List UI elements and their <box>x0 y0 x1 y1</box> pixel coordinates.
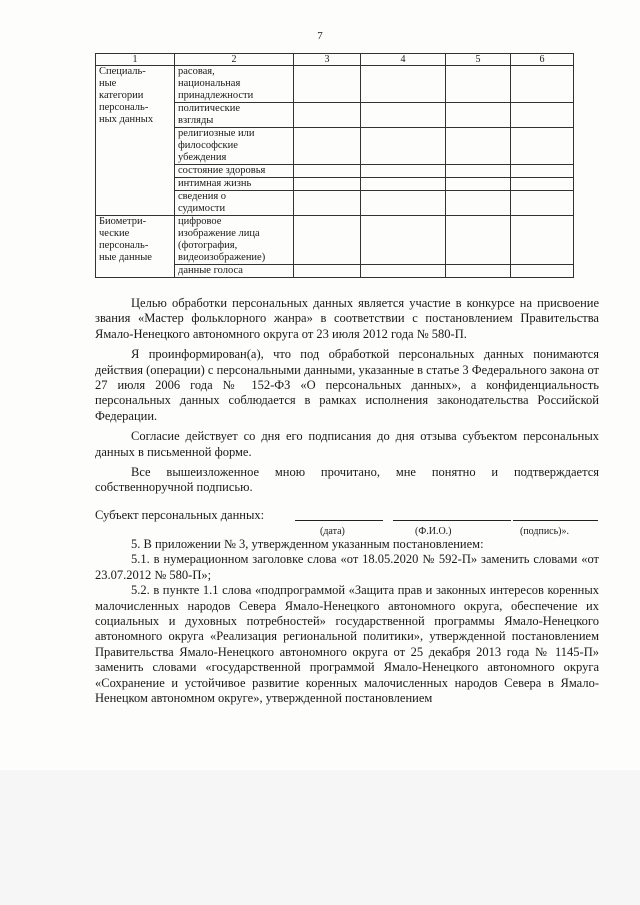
blank-area <box>0 770 640 905</box>
empty-cell <box>446 66 511 103</box>
subject-label: Субъект персональных данных: <box>95 507 265 522</box>
empty-cell <box>294 66 361 103</box>
empty-cell <box>511 128 574 165</box>
empty-cell <box>294 265 361 278</box>
data-item-cell: религиозные или философские убеждения <box>175 128 294 165</box>
header-cell: 4 <box>361 54 446 66</box>
empty-cell <box>511 216 574 265</box>
empty-cell <box>446 128 511 165</box>
empty-cell <box>361 103 446 128</box>
empty-cell <box>361 216 446 265</box>
data-item-cell: расовая, национальная принадлежности <box>175 66 294 103</box>
empty-cell <box>361 66 446 103</box>
header-cell: 1 <box>96 54 175 66</box>
header-cell: 3 <box>294 54 361 66</box>
empty-cell <box>361 191 446 216</box>
empty-cell <box>446 103 511 128</box>
empty-cell <box>361 128 446 165</box>
empty-cell <box>511 265 574 278</box>
validity-paragraph: Согласие действует со дня его подписания до дня отзыва субъектом персональных данных в письменной форме. <box>95 429 599 459</box>
empty-cell <box>446 178 511 191</box>
data-item-cell: интимная жизнь <box>175 178 294 191</box>
header-cell: 6 <box>511 54 574 66</box>
date-caption: (дата) <box>320 525 345 537</box>
empty-cell <box>361 265 446 278</box>
item-5-2: 5.2. в пункте 1.1 слова «подпрограммой «Защита прав и законных интересов коренных малочисленных народов Севера Ямало-Ненецкого автономного округа, обеспечение их социальных и духовных потребностей» государственной программы Ямало-Ненецкого автономного округа «Реализация региональной политики», утвержденной постановлением Правительства Ямало-Ненецкого автономного округа от 25 декабря 2013 года № 1145-П» заменить словами «государственной программой Ямало-Ненецкого автономного округа «Сохранение и устойчивое развитие коренных малочисленных народов Севера в Ямало-Ненецком автономном округе», утвержденной постановлением <box>95 583 599 705</box>
data-item-cell: данные голоса <box>175 265 294 278</box>
fio-caption: (Ф.И.О.) <box>415 525 452 537</box>
empty-cell <box>511 103 574 128</box>
empty-cell <box>446 216 511 265</box>
personal-data-table <box>95 53 574 278</box>
document-body <box>95 296 599 706</box>
informed-paragraph: Я проинформирован(а), что под обработкой персональных данных понимаются действия (операции) с персональными данными, указанные в статье 3 Федерального закона от 27 июля 2006 года № 152-ФЗ «О персональных данных», а конфиденциальность персональных данных соблюдается в рамках исполнения законодательства Российской Федерации. <box>95 347 599 423</box>
empty-cell <box>511 191 574 216</box>
empty-cell <box>361 178 446 191</box>
fio-line <box>393 520 511 521</box>
item-5: 5. В приложении № 3, утвержденном указанным постановлением: <box>131 536 484 551</box>
empty-cell <box>361 165 446 178</box>
data-item-cell: цифровое изображение лица (фотография, видеоизображение) <box>175 216 294 265</box>
page-number: 7 <box>317 30 323 42</box>
category-cell: Специаль- ные категории персональ- ных данных <box>96 66 175 216</box>
confirm-paragraph: Все вышеизложенное мною прочитано, мне понятно и подтверждается собственноручной подписью. <box>95 465 599 495</box>
empty-cell <box>294 216 361 265</box>
empty-cell <box>294 103 361 128</box>
signature-caption: (подпись)». <box>520 525 570 537</box>
table-row <box>96 216 574 265</box>
header-cell: 2 <box>175 54 294 66</box>
empty-cell <box>294 191 361 216</box>
data-item-cell: состояние здоровья <box>175 165 294 178</box>
empty-cell <box>511 165 574 178</box>
signature-line-row <box>95 508 599 523</box>
date-line <box>295 520 383 521</box>
table-header-row <box>96 54 574 66</box>
empty-cell <box>511 66 574 103</box>
empty-cell <box>511 178 574 191</box>
empty-cell <box>294 128 361 165</box>
purpose-paragraph: Целью обработки персональных данных является участие в конкурсе на присвоение звания «Мастер фольклорного жанра» в соответствии с постановлением Правительства Ямало-Ненецкого автономного округа от 23 июля 2012 года № 580-П. <box>95 296 599 341</box>
empty-cell <box>294 178 361 191</box>
data-item-cell: сведения о судимости <box>175 191 294 216</box>
signature-line <box>513 520 598 521</box>
category-cell: Биометри- ческие персональ- ные данные <box>96 216 175 278</box>
item-5-1: 5.1. в нумерационном заголовке слова «от 18.05.2020 № 592-П» заменить словами «от 23.07.2012 № 580-П»; <box>95 552 599 582</box>
empty-cell <box>446 191 511 216</box>
signature-captions <box>95 523 599 537</box>
empty-cell <box>446 265 511 278</box>
empty-cell <box>294 165 361 178</box>
header-cell: 5 <box>446 54 511 66</box>
table-row <box>96 66 574 103</box>
data-item-cell: политические взгляды <box>175 103 294 128</box>
empty-cell <box>446 165 511 178</box>
